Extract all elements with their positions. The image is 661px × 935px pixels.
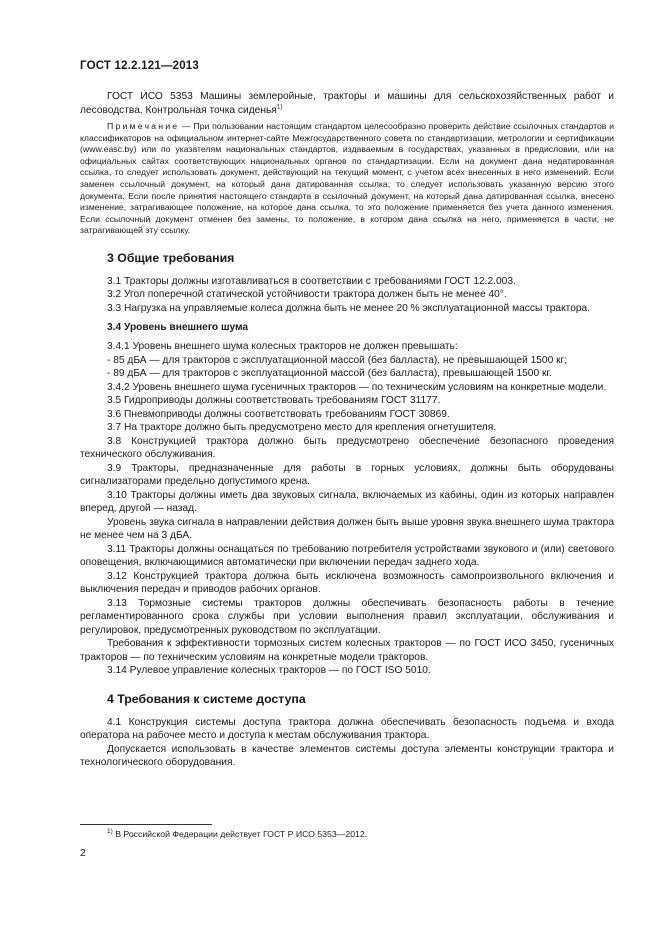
note-text: — При пользовании настоящим стандартом целесообразно проверить действие ссылочных стандартов и классификаторов на официальном интернет-сайте Межгосударственного совета по стандартизации, метрологии и сертификации (www.easc.by) или по указателям национальных стандартов, издаваемым в государствах, указанных в предисловии, или на официальных сайтах соответствующих национальных органов по стандартизации. Если на документ дана недатированная ссылка, то следует использовать документ, действующий на текущий момент, с учетом всех внесенных в него изменений. Если заменен ссылочный документ, на который дана датированная ссылка, то следует использовать указанную версию этого документа. Если после принятия настоящего стандарта в ссылочный документ, на который дана датированная ссылка, внесено изменение, затрагивающее положение, на которое дана ссылка, то это положение применяется без учета данного изменения. Если ссылочный документ отменен без замены, то положение, в котором дана ссылка на него, применяется в части, не затрагивающей эту ссылку. (80, 121, 614, 236)
clause-3-13: 3.13 Тормозные системы тракторов должны обеспечивать безопасность работы в течение регламентированного срока службы при условии выполнения правил эксплуатации, обслуживания и регулировок, предусмотренных руководством по эксплуатации. (80, 597, 614, 636)
list-item: - 89 дБА — для тракторов с эксплуатационной массой (без балласта), превышающей 1500 кг. (107, 368, 552, 380)
note-label: Примечание (107, 121, 180, 131)
page-number: 2 (80, 847, 86, 859)
footnote-divider (80, 824, 212, 825)
clause-3-7: 3.7 На тракторе должно быть предусмотрено место для крепления огнетушителя. (107, 422, 497, 434)
footnote-text: В Российской Федерации действует ГОСТ Р ИСО 5353—2012. (112, 829, 368, 839)
clause-3-14: 3.14 Рулевое управление колесных тракторов — по ГОСТ ISO 5010. (107, 665, 431, 677)
clause-3-13-continued: Требования к эффективности тормозных систем колесных тракторов — по ГОСТ ИСО 3450, гусеничных тракторов — по техническим условиям на конкретные модели тракторов. (80, 638, 614, 663)
clause-3-4-1: 3.4.1 Уровень внешнего шума колесных тракторов не должен превышать: (107, 341, 458, 353)
clause-3-10: 3.10 Тракторы должны иметь два звуковых сигнала, включаемых из кабины, один из которых направлен вперед, другой — назад. (80, 489, 614, 515)
clause-3-4-2: 3.4.2 Уровень внешнего шума гусеничных тракторов — по техническим условиям на конкретные модели. (107, 381, 607, 393)
clause-3-3: 3.3 Нагрузка на управляемые колеса должна быть не менее 20 % эксплуатационной массы трактора. (107, 302, 591, 314)
note-paragraph (80, 121, 614, 237)
reference-text: ГОСТ ИСО 5353 Машины землеройные, тракторы и машины для сельскохозяйственных работ и лесоводства. Контрольная точка сиденья (80, 91, 614, 116)
document-header: ГОСТ 12.2.121—2013 (80, 60, 199, 72)
clause-3-9: 3.9 Тракторы, предназначенные для работы в горных условиях, должны быть оборудованы сигнализаторами предельно допустимого крена. (80, 462, 614, 488)
clause-3-12: 3.12 Конструкцией трактора должна быть исключена возможность самопроизвольного включения и выключения передач и приводов рабочих органов. (80, 570, 614, 596)
document-body (80, 90, 614, 770)
clause-4-1: 4.1 Конструкция системы доступа трактора должна обеспечивать безопасность подъема и входа оператора на рабочее место и доступа к местам обслуживания трактора. (80, 716, 614, 742)
reference-iso-5353 (80, 90, 614, 117)
clause-3-5: 3.5 Гидроприводы должны соответствовать требованиям ГОСТ 31177. (107, 395, 441, 407)
clause-3-8: 3.8 Конструкцией трактора должно быть предусмотрено обеспечение безопасного проведения технического обслуживания. (80, 435, 614, 461)
section-3-title: 3 Общие требования (107, 250, 235, 265)
clause-3-1: 3.1 Тракторы должны изготавливаться в соответствии с требованиями ГОСТ 12.2.003. (107, 275, 516, 287)
section-4-title: 4 Требования к системе доступа (107, 691, 306, 706)
clause-3-6: 3.6 Пневмоприводы должны соответствовать требованиям ГОСТ 30869. (107, 408, 450, 420)
clause-3-11: 3.11 Тракторы должны оснащаться по требованию потребителя устройствами звукового и (или) светового оповещения, включающимися автоматически при включении передач заднего хода. (80, 543, 614, 569)
footnote (107, 829, 367, 839)
list-item: - 85 дБА — для тракторов с эксплуатационной массой (без балласта), не превышающей 1500 кг; (107, 354, 568, 366)
footnote-mark: 1) (276, 103, 283, 111)
clause-3-2: 3.2 Угол поперечной статической устойчивости трактора должен быть не менее 40°. (107, 289, 507, 301)
footnote-mark: 1) (107, 828, 113, 836)
clause-3-10-continued: Уровень звука сигнала в направлении действия должен быть выше уровня звука внешнего шума трактора не менее чем на 3 дБА. (80, 516, 614, 542)
clause-4-1-continued: Допускается использовать в качестве элементов системы доступа элементы конструкции трактора и технологического оборудования. (80, 743, 614, 769)
subsection-3-4-title: 3.4 Уровень внешнего шума (107, 322, 249, 334)
